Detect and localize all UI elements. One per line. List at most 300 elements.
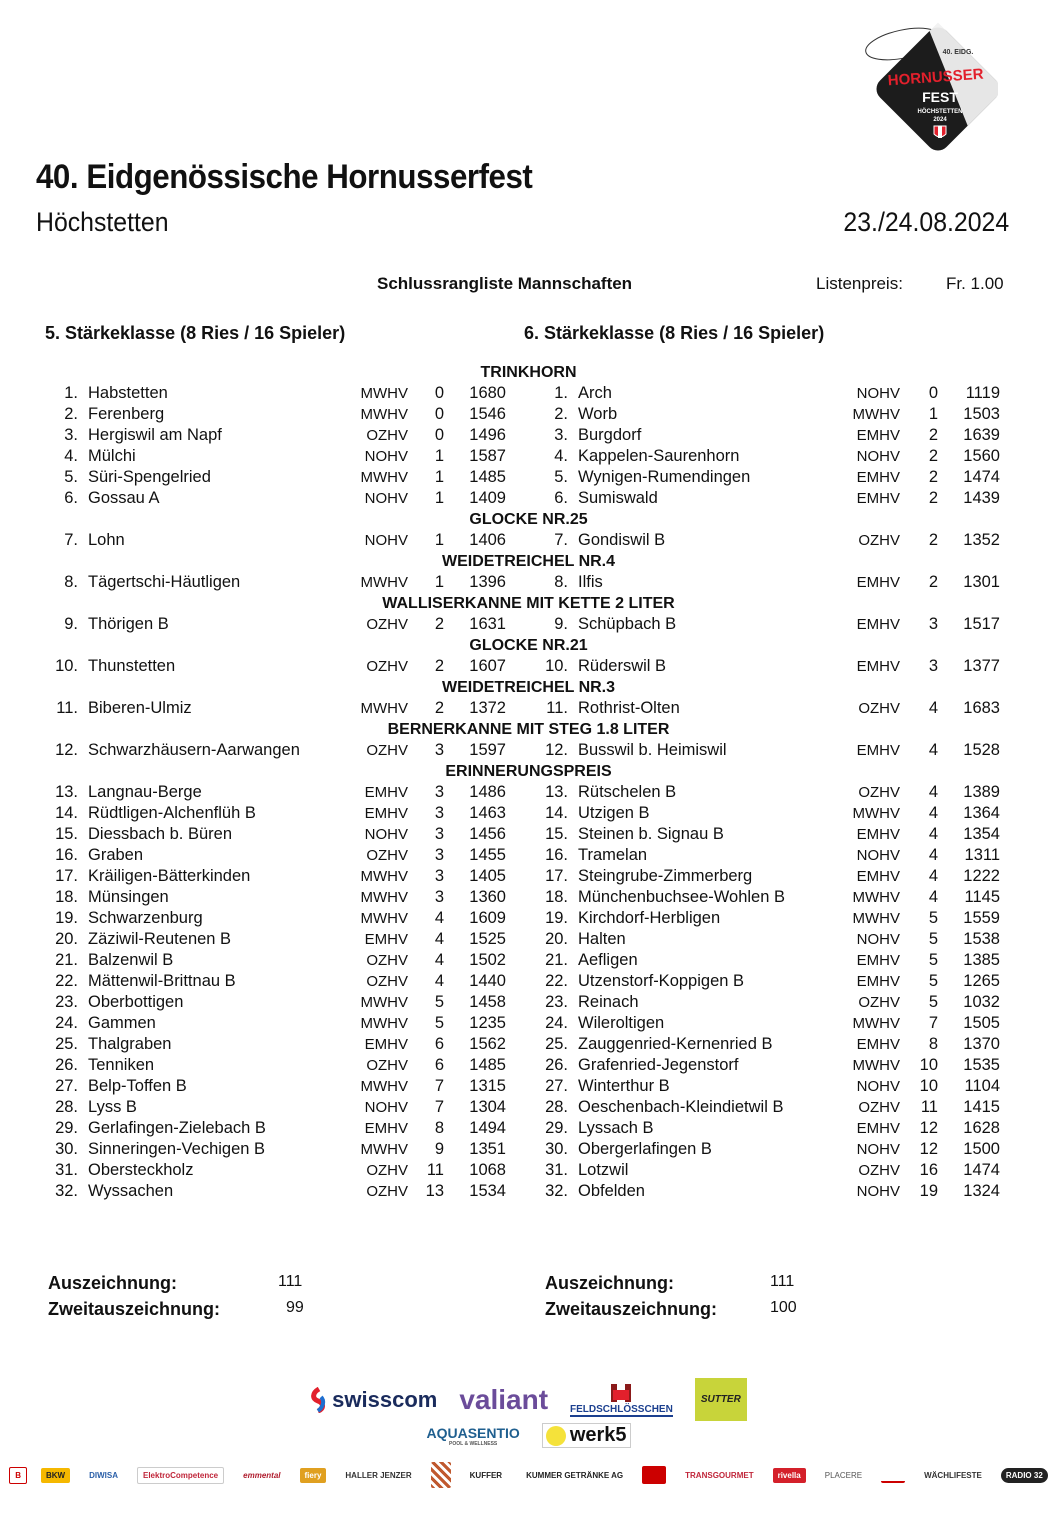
table-row xyxy=(0,467,1057,488)
rank: 11. xyxy=(546,699,568,717)
association: NOHV xyxy=(364,448,408,465)
rank: 23. xyxy=(55,993,78,1011)
team-name: Gondiswil B xyxy=(578,531,666,549)
association: OZHV xyxy=(858,784,900,801)
penalty-points: 4 xyxy=(928,846,938,864)
rank: 12. xyxy=(55,741,78,759)
total-points: 1485 xyxy=(469,468,506,486)
second-award-count: 99 xyxy=(286,1299,304,1316)
rank: 20. xyxy=(545,930,568,948)
team-name: Steinen b. Signau B xyxy=(578,825,724,843)
sponsor-logo: BKW xyxy=(41,1468,70,1483)
penalty-points: 3 xyxy=(434,825,444,843)
association: NOHV xyxy=(364,532,408,549)
prize-heading: ERINNERUNGSPREIS xyxy=(445,763,612,780)
team-name: Grafenried-Jegenstorf xyxy=(578,1056,739,1074)
rank: 32. xyxy=(55,1182,78,1200)
prize-heading: BERNERKANNE MIT STEG 1.8 LITER xyxy=(387,721,670,738)
table-row xyxy=(0,614,1057,635)
team-name: Rütschelen B xyxy=(578,783,677,801)
team-name: Tenniken xyxy=(88,1056,155,1074)
penalty-points: 4 xyxy=(928,741,938,759)
association: MWHV xyxy=(852,805,900,822)
table-row xyxy=(0,887,1057,908)
association: NOHV xyxy=(856,1183,900,1200)
rank: 18. xyxy=(545,888,568,906)
total-points: 1301 xyxy=(963,573,1000,591)
total-points: 1364 xyxy=(963,804,1000,822)
rank: 8. xyxy=(64,573,78,591)
penalty-points: 5 xyxy=(434,1014,444,1032)
rank: 5. xyxy=(554,468,568,486)
penalty-points: 3 xyxy=(928,615,938,633)
rank: 14. xyxy=(545,804,568,822)
association: MWHV xyxy=(852,1057,900,1074)
association: EMHV xyxy=(364,931,408,948)
rank: 21. xyxy=(55,951,78,969)
association: OZHV xyxy=(366,1183,408,1200)
class-6-heading: 6. Stärkeklasse (8 Ries / 16 Spieler) xyxy=(524,323,825,343)
sponsor-logo: emmental xyxy=(243,1470,281,1480)
penalty-points: 7 xyxy=(928,1014,938,1032)
total-points: 1486 xyxy=(469,783,506,801)
team-name: Sumiswald xyxy=(578,489,658,507)
association: OZHV xyxy=(366,847,408,864)
list-price-value: Fr. 1.00 xyxy=(946,274,1004,293)
association: EMHV xyxy=(364,805,408,822)
total-points: 1534 xyxy=(469,1182,506,1200)
rank: 1. xyxy=(64,384,78,402)
association: NOHV xyxy=(856,931,900,948)
association: EMHV xyxy=(364,1036,408,1053)
association: MWHV xyxy=(360,994,408,1011)
sponsor-valiant: valiant xyxy=(459,1383,549,1415)
association: EMHV xyxy=(856,1120,900,1137)
team-name: Balzenwil B xyxy=(88,951,174,969)
rank: 22. xyxy=(55,972,78,990)
penalty-points: 4 xyxy=(928,867,938,885)
table-row xyxy=(0,404,1057,425)
rank: 6. xyxy=(554,489,568,507)
total-points: 1517 xyxy=(963,615,1000,633)
total-points: 1562 xyxy=(469,1035,506,1053)
swisscom-icon xyxy=(310,1387,328,1413)
total-points: 1607 xyxy=(469,657,506,675)
total-points: 1628 xyxy=(963,1119,1000,1137)
rank: 15. xyxy=(545,825,568,843)
total-points: 1068 xyxy=(469,1161,506,1179)
table-row xyxy=(0,698,1057,719)
castle-icon xyxy=(608,1382,634,1404)
total-points: 1119 xyxy=(965,384,1000,402)
total-points: 1145 xyxy=(964,888,1000,906)
association: MWHV xyxy=(852,406,900,423)
penalty-points: 5 xyxy=(928,993,938,1011)
table-row xyxy=(0,740,1057,761)
team-name: Oeschenbach-Kleindietwil B xyxy=(578,1098,784,1116)
rank: 7. xyxy=(554,531,568,549)
rank: 7. xyxy=(64,531,78,549)
table-row xyxy=(0,1181,1057,1202)
team-name: Steingrube-Zimmerberg xyxy=(578,867,753,885)
association: EMHV xyxy=(856,742,900,759)
table-row xyxy=(0,803,1057,824)
association: MWHV xyxy=(360,469,408,486)
penalty-points: 0 xyxy=(434,384,444,402)
total-points: 1360 xyxy=(469,888,506,906)
sponsor-logo: TRANSGOURMET xyxy=(685,1470,754,1480)
penalty-points: 4 xyxy=(434,972,444,990)
team-name: Lyss B xyxy=(88,1098,137,1116)
association: MWHV xyxy=(360,406,408,423)
penalty-points: 4 xyxy=(434,951,444,969)
team-name: Kirchdorf-Herbligen xyxy=(578,909,721,927)
total-points: 1439 xyxy=(963,489,1000,507)
association: OZHV xyxy=(858,1099,900,1116)
rank: 2. xyxy=(64,405,78,423)
table-row xyxy=(0,1118,1057,1139)
team-name: Schwarzenburg xyxy=(88,909,203,927)
penalty-points: 7 xyxy=(434,1098,444,1116)
sponsor-logo: rivella xyxy=(773,1468,806,1483)
table-row xyxy=(0,656,1057,677)
sponsor-logo: KUFFER xyxy=(469,1470,503,1480)
table-row xyxy=(0,1055,1057,1076)
association: OZHV xyxy=(366,952,408,969)
total-points: 1456 xyxy=(469,825,506,843)
team-name: Tägertschi-Häutligen xyxy=(88,573,241,591)
sponsor-feldschloesschen: FELDSCHLÖSSCHEN xyxy=(570,1382,673,1417)
total-points: 1639 xyxy=(963,426,1000,444)
prize-heading: GLOCKE NR.21 xyxy=(469,637,588,654)
association: EMHV xyxy=(364,784,408,801)
event-date: 23./24.08.2024 xyxy=(843,207,1009,237)
penalty-points: 0 xyxy=(434,426,444,444)
association: OZHV xyxy=(858,532,900,549)
rank: 24. xyxy=(55,1014,78,1032)
association: NOHV xyxy=(364,1099,408,1116)
penalty-points: 4 xyxy=(434,930,444,948)
association: EMHV xyxy=(856,490,900,507)
penalty-points: 1 xyxy=(928,405,938,423)
total-points: 1351 xyxy=(469,1140,506,1158)
sponsor-logo xyxy=(431,1462,451,1488)
association: OZHV xyxy=(366,616,408,633)
team-name: Münsingen xyxy=(88,888,169,906)
ranking-table xyxy=(0,362,1057,1202)
penalty-points: 3 xyxy=(434,846,444,864)
total-points: 1222 xyxy=(963,867,1000,885)
total-points: 1680 xyxy=(469,384,506,402)
total-points: 1409 xyxy=(469,489,506,507)
rank: 26. xyxy=(545,1056,568,1074)
association: MWHV xyxy=(852,889,900,906)
penalty-points: 2 xyxy=(434,699,444,717)
team-name: Thunstetten xyxy=(88,657,176,675)
rank: 28. xyxy=(55,1098,78,1116)
team-name: Oberbottigen xyxy=(88,993,184,1011)
team-name: Kappelen-Saurenhorn xyxy=(578,447,740,465)
total-points: 1546 xyxy=(469,405,506,423)
table-row xyxy=(0,425,1057,446)
total-points: 1494 xyxy=(469,1119,506,1137)
association: NOHV xyxy=(856,1078,900,1095)
team-name: Biberen-Ulmiz xyxy=(88,699,192,717)
association: NOHV xyxy=(364,490,408,507)
rank: 15. xyxy=(55,825,78,843)
penalty-points: 10 xyxy=(919,1077,938,1095)
award-count: 111 xyxy=(770,1273,795,1290)
association: MWHV xyxy=(360,385,408,402)
team-name: Burgdorf xyxy=(578,426,642,444)
association: MWHV xyxy=(360,868,408,885)
rank: 27. xyxy=(55,1077,78,1095)
rank: 4. xyxy=(554,447,568,465)
association: EMHV xyxy=(856,574,900,591)
association: NOHV xyxy=(856,1141,900,1158)
rank: 4. xyxy=(64,447,78,465)
team-name: Tramelan xyxy=(578,846,648,864)
rank: 18. xyxy=(55,888,78,906)
table-row xyxy=(0,929,1057,950)
sponsor-aquasentio: AQUASENTIO POOL & WELLNESS xyxy=(426,1424,520,1447)
association: MWHV xyxy=(360,700,408,717)
rank: 16. xyxy=(55,846,78,864)
rank: 22. xyxy=(545,972,568,990)
rank: 2. xyxy=(554,405,568,423)
team-name: Reinach xyxy=(578,993,639,1011)
hornusserfest-logo xyxy=(858,14,998,154)
total-points: 1440 xyxy=(469,972,506,990)
rank: 13. xyxy=(55,783,78,801)
logo-edition: 40. EIDG. xyxy=(942,49,974,56)
association: OZHV xyxy=(858,700,900,717)
total-points: 1463 xyxy=(469,804,506,822)
penalty-points: 1 xyxy=(434,531,444,549)
table-row xyxy=(0,1076,1057,1097)
association: EMHV xyxy=(856,427,900,444)
total-points: 1503 xyxy=(963,405,1000,423)
sponsor-logo: PLACERE xyxy=(824,1470,863,1480)
total-points: 1455 xyxy=(469,846,506,864)
penalty-points: 1 xyxy=(434,489,444,507)
penalty-points: 3 xyxy=(434,741,444,759)
team-name: Ilfis xyxy=(578,573,603,591)
total-points: 1458 xyxy=(469,993,506,1011)
table-row xyxy=(0,845,1057,866)
sponsor-swisscom: swisscom xyxy=(310,1387,437,1413)
penalty-points: 0 xyxy=(928,384,938,402)
penalty-points: 12 xyxy=(919,1119,938,1137)
rank: 9. xyxy=(554,615,568,633)
prize-heading: WALLISERKANNE MIT KETTE 2 LITER xyxy=(382,595,675,612)
team-name: Worb xyxy=(578,405,618,423)
team-name: Graben xyxy=(88,846,144,864)
total-points: 1315 xyxy=(469,1077,506,1095)
association: EMHV xyxy=(856,868,900,885)
rank: 17. xyxy=(55,867,78,885)
team-name: Utzenstorf-Koppigen B xyxy=(578,972,745,990)
rank: 25. xyxy=(55,1035,78,1053)
rank: 30. xyxy=(55,1140,78,1158)
association: MWHV xyxy=(852,910,900,927)
penalty-points: 2 xyxy=(928,447,938,465)
total-points: 1370 xyxy=(963,1035,1000,1053)
sponsor-logo: RADIO 32 xyxy=(1001,1468,1048,1483)
association: OZHV xyxy=(858,1162,900,1179)
team-name: Winterthur B xyxy=(578,1077,670,1095)
rank: 8. xyxy=(554,573,568,591)
team-name: Habstetten xyxy=(88,384,168,402)
team-name: Schwarzhäusern-Aarwangen xyxy=(88,741,300,759)
rank: 29. xyxy=(55,1119,78,1137)
table-row xyxy=(0,971,1057,992)
association: NOHV xyxy=(856,448,900,465)
table-row xyxy=(0,530,1057,551)
list-subtitle: Schlussrangliste Mannschaften xyxy=(377,274,633,293)
total-points: 1385 xyxy=(963,951,1000,969)
penalty-points: 1 xyxy=(434,468,444,486)
total-points: 1538 xyxy=(963,930,1000,948)
table-row xyxy=(0,992,1057,1013)
penalty-points: 3 xyxy=(434,783,444,801)
penalty-points: 3 xyxy=(434,888,444,906)
rank: 28. xyxy=(545,1098,568,1116)
team-name: Wynigen-Rumendingen xyxy=(578,468,751,486)
table-row xyxy=(0,866,1057,887)
team-name: Sinneringen-Vechigen B xyxy=(88,1140,266,1158)
penalty-points: 3 xyxy=(434,867,444,885)
team-name: Rüdtligen-Alchenflüh B xyxy=(88,804,256,822)
penalty-points: 8 xyxy=(928,1035,938,1053)
rank: 12. xyxy=(545,741,568,759)
rank: 26. xyxy=(55,1056,78,1074)
association: MWHV xyxy=(360,910,408,927)
sponsor-logo: KUMMER GETRÄNKE AG xyxy=(526,1470,624,1480)
team-name: Gossau A xyxy=(88,489,160,507)
association: EMHV xyxy=(856,616,900,633)
team-name: Utzigen B xyxy=(578,804,650,822)
total-points: 1597 xyxy=(469,741,506,759)
award-label: Auszeichnung: xyxy=(48,1273,177,1293)
second-award-count: 100 xyxy=(770,1299,797,1316)
logo-year: 2024 xyxy=(933,117,947,123)
association: NOHV xyxy=(364,826,408,843)
rank: 29. xyxy=(545,1119,568,1137)
total-points: 1631 xyxy=(469,615,506,633)
association: MWHV xyxy=(852,1015,900,1032)
award-label: Auszeichnung: xyxy=(545,1273,674,1293)
team-name: Mättenwil-Brittnau B xyxy=(88,972,236,990)
team-name: Münchenbuchsee-Wohlen B xyxy=(578,888,785,906)
penalty-points: 3 xyxy=(434,804,444,822)
rank: 13. xyxy=(545,783,568,801)
prize-heading: WEIDETREICHEL NR.3 xyxy=(441,679,616,696)
penalty-points: 10 xyxy=(919,1056,938,1074)
team-name: Gerlafingen-Zielebach B xyxy=(88,1119,266,1137)
awards-right xyxy=(545,1273,797,1325)
total-points: 1324 xyxy=(963,1182,1000,1200)
total-points: 1683 xyxy=(963,699,1000,717)
sponsor-logo: WÄCHLIFESTE xyxy=(924,1470,982,1480)
award-count: 111 xyxy=(278,1273,303,1290)
rank: 27. xyxy=(545,1077,568,1095)
team-name: Thörigen B xyxy=(88,615,169,633)
team-name: Süri-Spengelried xyxy=(88,468,211,486)
association: MWHV xyxy=(360,1141,408,1158)
table-row xyxy=(0,383,1057,404)
penalty-points: 4 xyxy=(928,825,938,843)
rank: 9. xyxy=(64,615,78,633)
total-points: 1525 xyxy=(469,930,506,948)
event-location: Höchstetten xyxy=(36,207,169,237)
table-row xyxy=(0,950,1057,971)
penalty-points: 0 xyxy=(434,405,444,423)
total-points: 1502 xyxy=(469,951,506,969)
penalty-points: 4 xyxy=(928,804,938,822)
penalty-points: 6 xyxy=(434,1035,444,1053)
association: OZHV xyxy=(366,973,408,990)
werk5-icon xyxy=(546,1426,566,1446)
rank: 31. xyxy=(545,1161,568,1179)
association: EMHV xyxy=(856,1036,900,1053)
team-name: Thalgraben xyxy=(88,1035,172,1053)
association: OZHV xyxy=(366,1162,408,1179)
team-name: Rüderswil B xyxy=(578,657,667,675)
penalty-points: 5 xyxy=(928,930,938,948)
team-name: Lyssach B xyxy=(578,1119,654,1137)
table-row xyxy=(0,1034,1057,1055)
second-award-label: Zweitauszeichnung: xyxy=(48,1299,221,1319)
table-row xyxy=(0,446,1057,467)
rank: 3. xyxy=(554,426,568,444)
association: OZHV xyxy=(366,427,408,444)
rank: 20. xyxy=(55,930,78,948)
penalty-points: 5 xyxy=(928,972,938,990)
table-row xyxy=(0,1097,1057,1118)
rank: 17. xyxy=(545,867,568,885)
total-points: 1587 xyxy=(469,447,506,465)
total-points: 1235 xyxy=(469,1014,506,1032)
sponsor-logo xyxy=(881,1467,905,1483)
rank: 14. xyxy=(55,804,78,822)
total-points: 1528 xyxy=(963,741,1000,759)
team-name: Halten xyxy=(578,930,626,948)
total-points: 1304 xyxy=(469,1098,506,1116)
association: MWHV xyxy=(360,1078,408,1095)
team-name: Hergiswil am Napf xyxy=(88,426,222,444)
team-name: Wileroltigen xyxy=(578,1014,665,1032)
penalty-points: 9 xyxy=(434,1140,444,1158)
small-sponsor-logos xyxy=(0,1462,1057,1488)
team-name: Schüpbach B xyxy=(578,615,677,633)
rank: 10. xyxy=(545,657,568,675)
penalty-points: 2 xyxy=(928,468,938,486)
team-name: Zauggenried-Kernenried B xyxy=(578,1035,773,1053)
total-points: 1311 xyxy=(964,846,1000,864)
total-points: 1609 xyxy=(469,909,506,927)
class-5-heading: 5. Stärkeklasse (8 Ries / 16 Spieler) xyxy=(45,323,346,343)
penalty-points: 5 xyxy=(928,951,938,969)
association: EMHV xyxy=(856,952,900,969)
team-name: Rothrist-Olten xyxy=(578,699,680,717)
association: OZHV xyxy=(858,994,900,1011)
penalty-points: 7 xyxy=(434,1077,444,1095)
prize-heading: GLOCKE NR.25 xyxy=(469,511,588,528)
table-row xyxy=(0,1160,1057,1181)
team-name: Obersteckholz xyxy=(88,1161,194,1179)
team-name: Mülchi xyxy=(88,447,136,465)
